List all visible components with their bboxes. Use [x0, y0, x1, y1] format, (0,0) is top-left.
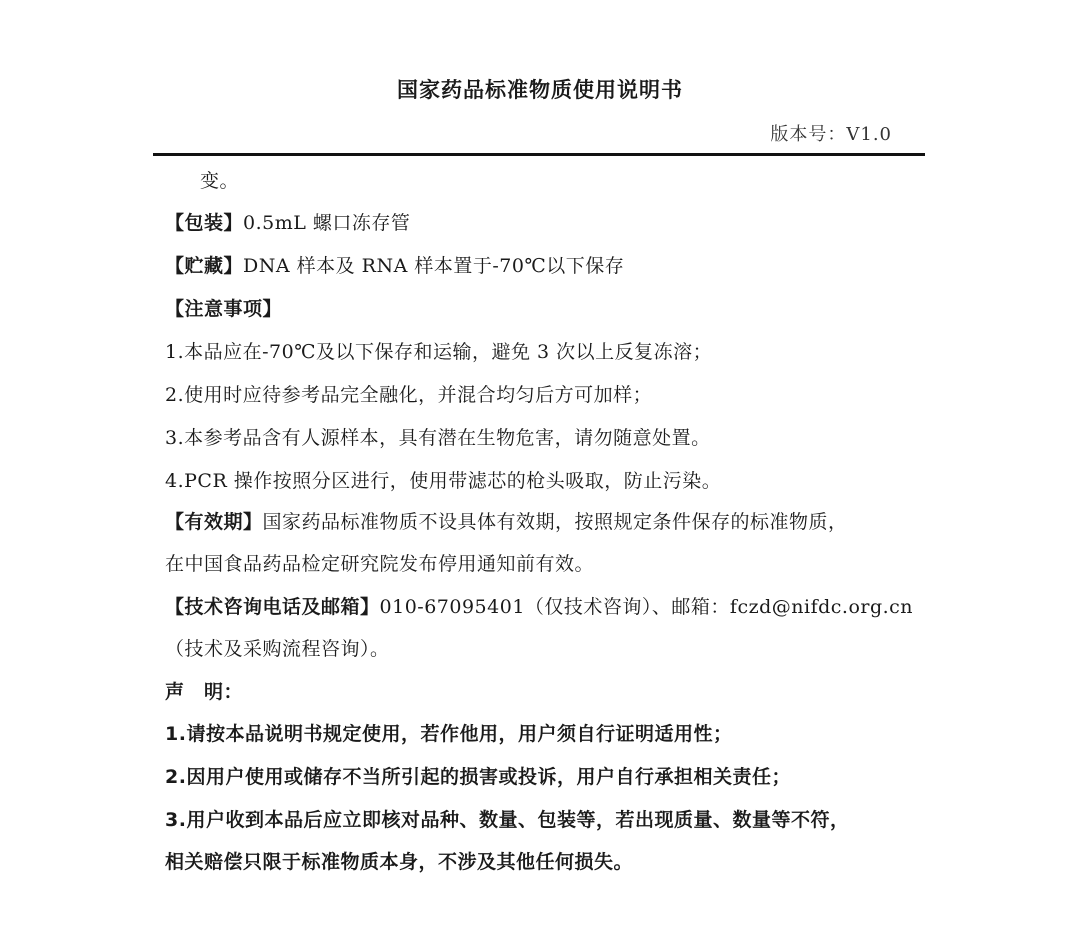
continued-text: 变。 [200, 170, 240, 192]
contact-text-2: （技术及采购流程咨询）。 [165, 638, 390, 660]
statement-heading: 声 明： [165, 681, 244, 703]
validity-text-2: 在中国食品药品检定研究院发布停用通知前有效。 [165, 553, 595, 575]
note-item-2: 2.使用时应待参考品完全融化，并混合均匀后方可加样； [165, 384, 653, 406]
note-item-4: 4.PCR 操作按照分区进行，使用带滤芯的枪头吸取，防止污染。 [165, 470, 722, 492]
version-number: 版本号：V1.0 [770, 124, 892, 145]
validity-line [165, 507, 848, 534]
note-item-1: 1.本品应在-70℃及以下保存和运输，避免 3 次以上反复冻溶； [165, 341, 713, 363]
storage-line [165, 251, 624, 278]
notes-label: 【注意事项】 [165, 298, 283, 320]
header-divider [153, 153, 925, 156]
storage-label: 【贮藏】 [165, 255, 244, 277]
document-title: 国家药品标准物质使用说明书 [397, 78, 683, 102]
storage-text: DNA 样本及 RNA 样本置于-70℃以下保存 [243, 255, 625, 277]
packaging-line [165, 208, 410, 235]
statement-item-2: 2.因用户使用或储存不当所引起的损害或投诉，用户自行承担相关责任； [165, 766, 791, 788]
validity-text-1: 国家药品标准物质不设具体有效期，按照规定条件保存的标准物质， [262, 511, 848, 533]
statement-item-1: 1.请按本品说明书规定使用，若作他用，用户须自行证明适用性； [165, 723, 733, 745]
contact-label: 【技术咨询电话及邮箱】 [165, 596, 380, 618]
contact-line [165, 592, 913, 619]
note-item-3: 3.本参考品含有人源样本，具有潜在生物危害，请勿随意处置。 [165, 427, 711, 449]
statement-item-3a: 3.用户收到本品后应立即核对品种、数量、包装等，若出现质量、数量等不符， [165, 809, 850, 831]
notes-heading [165, 294, 282, 321]
contact-text-1: 010-67095401（仅技术咨询）、邮箱：fczd@nifdc.org.cn [379, 596, 914, 618]
validity-label: 【有效期】 [165, 511, 263, 533]
packaging-label: 【包装】 [165, 212, 244, 234]
statement-item-3b: 相关赔偿只限于标准物质本身，不涉及其他任何损失。 [165, 851, 634, 873]
packaging-text: 0.5mL 螺口冻存管 [243, 212, 411, 234]
